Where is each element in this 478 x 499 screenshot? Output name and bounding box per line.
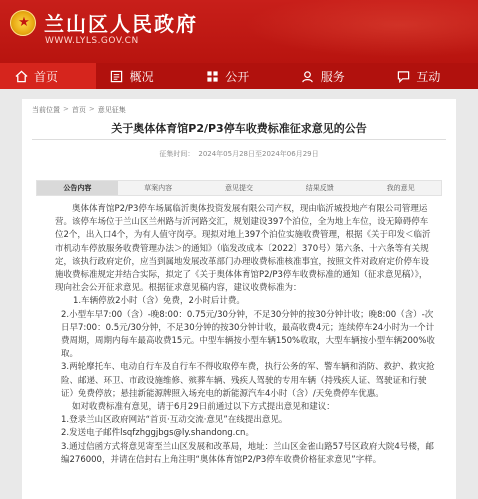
site-title[interactable]: 兰山区人民政府 (44, 12, 198, 36)
submission-method-3: 3.通过信函方式将意见寄至兰山区发展和改革局，地址：兰山区金雀山路57号区政府大院4号楼，邮编276000，并请在信封右上角注明“奥体体育馆P2/P3停车收费价格征求意见”字样。 (61, 441, 434, 465)
nav-service-label: 服务 (320, 69, 345, 84)
nav-home-label: 首页 (34, 69, 59, 84)
site-header (0, 0, 478, 63)
fee-item-3: 3.两轮摩托车、电动自行车及自行车不得收取停车费，执行公务的军、警车辆和消防、救护、救灾抢险、邮递、环卫、市政设施维修、殡葬车辆、残疾人驾驶的专用车辆（持残疾人证、驾驶证和行驶证）免费停放；悬挂新能源牌照入场充电的新能源汽车4小时（含）/天免费停车优惠。 (61, 362, 435, 399)
breadcrumb (32, 105, 126, 115)
service-icon (301, 69, 315, 83)
tab-draft[interactable]: 草案内容 (144, 184, 173, 192)
interact-icon (396, 69, 410, 83)
breadcrumb-separator: > (63, 105, 69, 113)
date-range: 2024年05月28日至2024年06月29日 (198, 150, 319, 158)
breadcrumb-current: 当前位置 (32, 106, 60, 114)
tab-feedback[interactable]: 结果反馈 (305, 184, 334, 192)
solicitation-dates (22, 149, 456, 159)
fee-item-1: 1.车辆停放2小时（含）免费，2小时后计费。 (73, 296, 245, 307)
intro-paragraph: 奥体体育馆P2/P3停车场属临沂奥体投资发展有限公司产权，现由临沂城投地产有限公司管理运营。该停车场位于兰山区兰州路与沂河路交汇，规划建设397个泊位，全为地上车位，设无障碍停车位2个，出入口4个，为有人值守岗亭。现拟对地上397个泊位实施收费管理，根据《关于印发＜临沂市机动车停放服务收费管理办法＞的通知》（临发改成本〔2022〕370号）第六条、十六条等有关规定，该执行政府定价，应当到属地发展改革部门办理收费标准核准事宜，按照文件对政府定价停车设施收费标准规定并结合实际，拟定了《关于奥体体育馆P2/P3停车收费标准的通知（征求意见稿）》，现向社会公开征求意见。根据征求意见稿内容，建议收费标准为： (55, 204, 431, 294)
nav-overview-label: 概况 (129, 69, 154, 84)
date-label: 征集时间： (159, 150, 195, 158)
tab-my-opinions[interactable]: 我的意见 (386, 184, 415, 192)
submission-method-1: 1.登录兰山区政府网站“首页·互动交流·意见”在线提出意见。 (61, 415, 288, 426)
content-panel (22, 99, 456, 499)
overview-icon (110, 69, 124, 83)
public-icon (205, 69, 219, 83)
title-divider (32, 139, 446, 140)
article-body (55, 203, 435, 467)
content-tabs (36, 180, 442, 196)
nav-service[interactable] (287, 63, 383, 89)
breadcrumb-home[interactable]: 首页 (71, 106, 86, 114)
nav-home[interactable] (0, 63, 96, 89)
breadcrumb-separator: > (88, 105, 95, 113)
fee-item-2: 2.小型车早7:00（含）-晚8:00：0.75元/30分钟，不足30分钟的按30分钟计收；晚8:00（含）-次日早7:00：0.5元/30分钟，不足30分钟的按30分钟计收，最高收费4元；连续停车24小时为一个计费周期，周期内每车最高收费15元。中型车辆按小型车辆150%收取，大型车辆按小型车辆200%收取。 (61, 309, 435, 360)
header-decoration (218, 0, 478, 63)
nav-overview[interactable] (96, 63, 192, 89)
submission-paragraph: 如对收费标准有意见，请于6月29日前通过以下方式提出意见和建议： (72, 402, 335, 413)
article-title: 关于奥体体育馆P2/P3停车收费标准征求意见的公告 (111, 122, 367, 135)
tab-announcement[interactable]: 公告内容 (37, 181, 118, 195)
submission-method-2: 2.发送电子邮件lsqfzhggjbgs@ly.shandong.cn。 (61, 428, 254, 439)
nav-public[interactable] (191, 63, 287, 89)
nav-public-label: 公开 (225, 69, 250, 84)
nav-interact-label: 互动 (416, 69, 441, 84)
breadcrumb-section[interactable]: 意见征集 (97, 106, 126, 114)
national-emblem-icon: ★ (10, 10, 36, 36)
tab-submit[interactable]: 意见提交 (224, 184, 253, 192)
site-url: WWW.LYLS.GOV.CN (45, 36, 139, 46)
home-icon (14, 69, 28, 83)
nav-interact[interactable] (382, 63, 478, 89)
main-nav (0, 63, 478, 89)
